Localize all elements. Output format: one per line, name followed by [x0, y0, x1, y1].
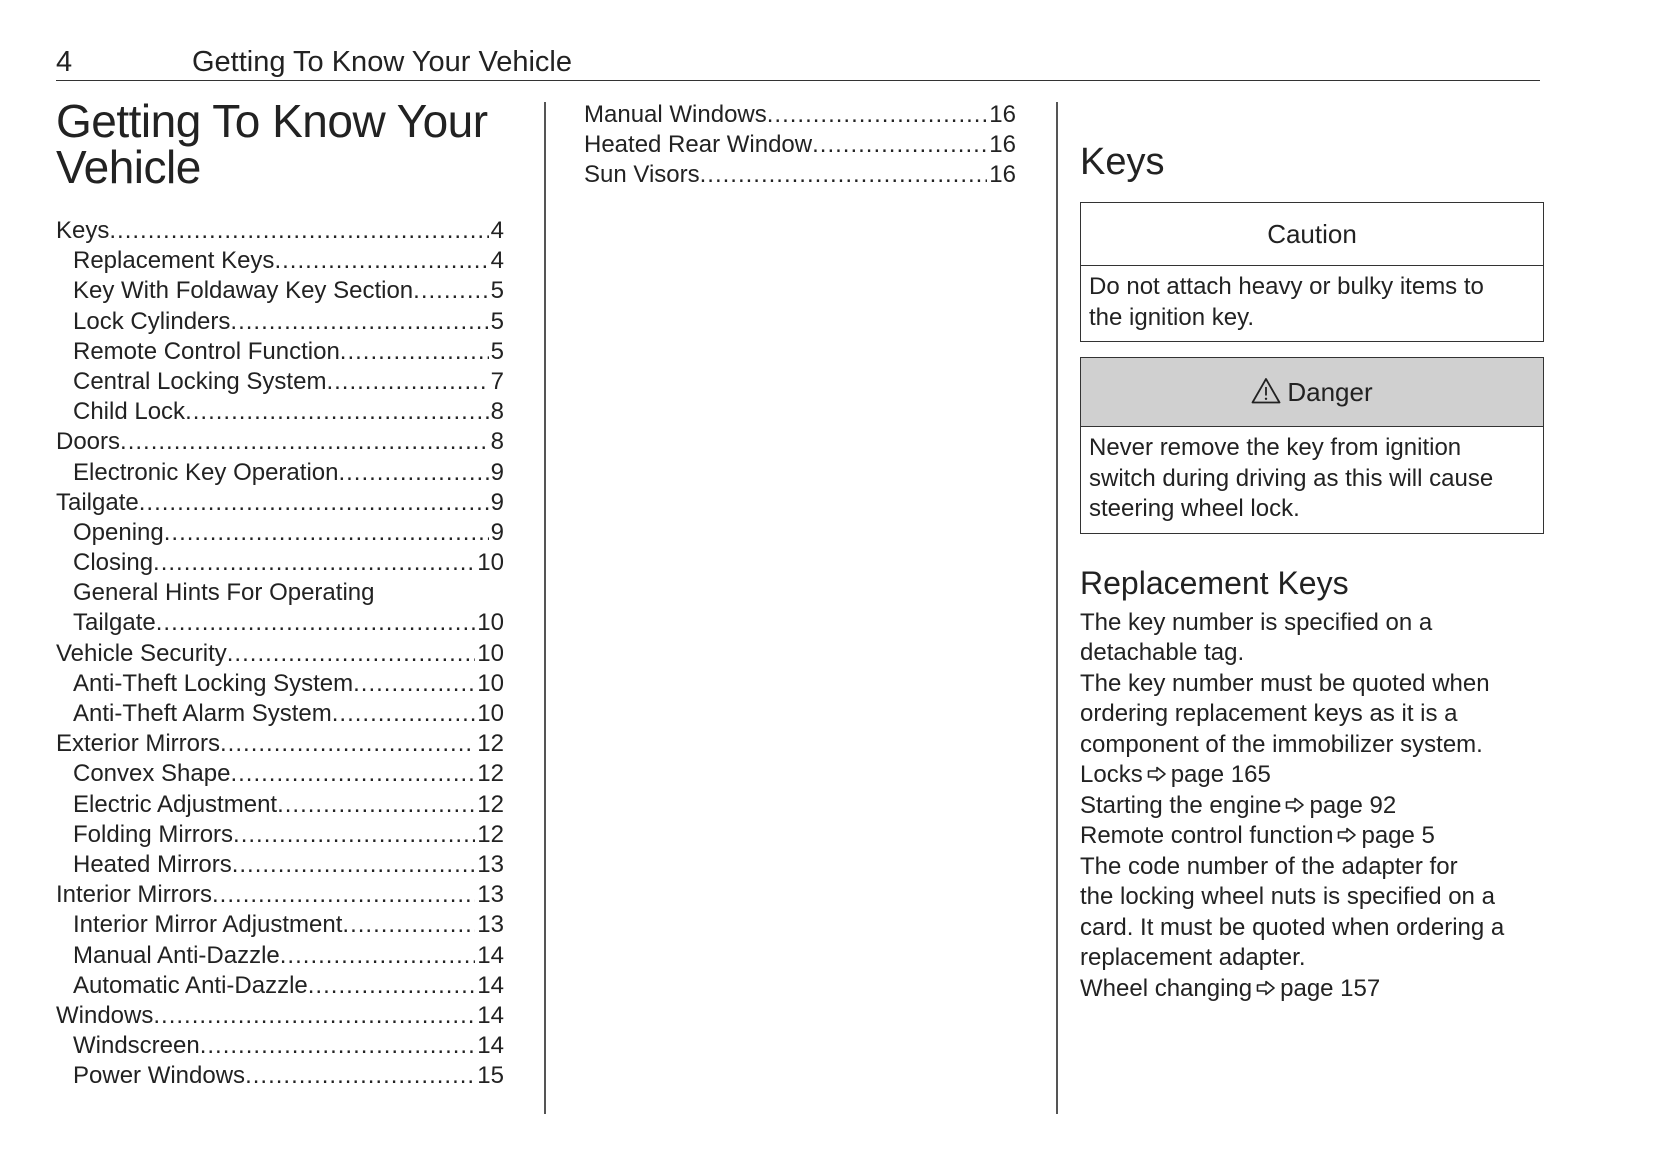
- cross-reference[interactable]: [1080, 791, 1544, 822]
- caution-heading: Caution: [1081, 203, 1543, 266]
- toc-entry-label: Tailgate: [56, 488, 139, 516]
- cross-reference-text: Wheel changing: [1080, 974, 1253, 1002]
- toc-entry-page: 12: [477, 790, 504, 818]
- toc-entry-page: 8: [490, 398, 504, 426]
- page-reference-arrow-icon: [1337, 827, 1357, 843]
- toc-entry-label: Heated Rear Window: [584, 131, 813, 159]
- toc-entry[interactable]: [56, 639, 504, 669]
- toc-entry-page: 9: [490, 518, 504, 546]
- toc-list: [56, 216, 504, 1091]
- arrow-icon-wrapper: [1281, 792, 1309, 819]
- toc-entry-page: 5: [490, 307, 504, 335]
- toc-entry-label: Lock Cylinders: [73, 307, 231, 335]
- toc-entry-label: Child Lock: [73, 398, 186, 426]
- toc-entry-label: Replacement Keys: [73, 247, 275, 275]
- toc-entry-page: 10: [477, 639, 504, 667]
- cross-reference-page-link[interactable]: page 165: [1170, 761, 1271, 788]
- body-text-line: the locking wheel nuts is specified on a: [1080, 883, 1495, 910]
- toc-entry-label: Manual Anti-Dazzle: [73, 941, 280, 969]
- toc-entry-label: Manual Windows: [584, 101, 767, 128]
- toc-entry-page: 9: [490, 458, 504, 486]
- toc-entry-label: Tailgate: [73, 609, 156, 637]
- danger-box: [1080, 357, 1544, 534]
- toc-entry[interactable]: [584, 130, 1016, 160]
- toc-entry[interactable]: [56, 1061, 504, 1091]
- cross-reference-page-link[interactable]: page 5: [1361, 822, 1435, 849]
- toc-leader-dots: [308, 971, 476, 1001]
- danger-text: Never remove the key from ignition switch during driving as this will cause steering wheel lock.: [1089, 434, 1494, 522]
- toc-entry[interactable]: [56, 367, 504, 397]
- toc-entry[interactable]: [56, 458, 504, 488]
- toc-leader-dots: [139, 488, 489, 518]
- page-reference-arrow-icon: [1285, 797, 1305, 813]
- replacement-keys-body: [1080, 608, 1544, 1005]
- chapter-title: Getting To Know Your Vehicle: [56, 95, 488, 193]
- toc-leader-dots: [227, 639, 476, 669]
- toc-entry-page: 14: [477, 1001, 504, 1029]
- toc-entry[interactable]: [584, 100, 1016, 130]
- column-divider: [1056, 102, 1058, 1114]
- cross-reference-text: Locks: [1080, 761, 1143, 788]
- toc-entry[interactable]: [56, 337, 504, 367]
- toc-entry[interactable]: [56, 790, 504, 820]
- toc-entry[interactable]: [56, 578, 504, 608]
- toc-entry-label: Remote Control Function: [73, 337, 340, 365]
- toc-leader-dots: [767, 100, 988, 130]
- danger-header: [1081, 358, 1543, 427]
- body-text-line: component of the immobilizer system.: [1080, 730, 1483, 758]
- toc-list-continued: [584, 100, 1016, 191]
- cross-reference-page-link[interactable]: page 92: [1309, 791, 1397, 819]
- page-reference-arrow-icon: [1147, 766, 1167, 782]
- toc-entry-label: Vehicle Security: [56, 639, 227, 667]
- toc-entry-label: Sun Visors: [584, 161, 700, 189]
- toc-entry[interactable]: [56, 669, 504, 699]
- toc-entry-label: Key With Foldaway Key Section: [73, 277, 414, 305]
- toc-entry-label: Heated Mirrors: [73, 850, 232, 878]
- toc-leader-dots: [245, 1061, 475, 1091]
- toc-leader-dots: [164, 518, 489, 548]
- arrow-icon-wrapper: [1252, 975, 1280, 1002]
- toc-entry[interactable]: [56, 518, 504, 548]
- toc-entry-page: 13: [477, 850, 504, 878]
- toc-leader-dots: [230, 307, 488, 337]
- toc-entry-page: 13: [477, 911, 504, 939]
- body-text-line: replacement adapter.: [1080, 944, 1306, 971]
- caution-text: Do not attach heavy or bulky items to the ignition key.: [1089, 273, 1484, 331]
- toc-entry[interactable]: [56, 216, 504, 246]
- toc-leader-dots: [200, 1031, 476, 1061]
- toc-entry-page: 16: [989, 101, 1016, 128]
- toc-leader-dots: [220, 729, 475, 759]
- toc-column-2: [584, 100, 1016, 191]
- toc-entry[interactable]: [56, 880, 504, 910]
- toc-leader-dots: [230, 759, 475, 789]
- toc-leader-dots: [109, 216, 488, 246]
- toc-entry[interactable]: [56, 1031, 504, 1061]
- page-number: 4: [56, 46, 73, 78]
- toc-entry-page: 14: [477, 1032, 504, 1060]
- toc-entry-label: Folding Mirrors: [73, 820, 234, 848]
- toc-entry-page: 4: [490, 217, 504, 244]
- toc-entry-label: Windows: [56, 1001, 154, 1029]
- page-reference-arrow-icon: [1256, 980, 1276, 996]
- toc-entry-page: 14: [477, 971, 504, 999]
- cross-reference[interactable]: [1080, 974, 1544, 1005]
- column-divider: [544, 102, 546, 1114]
- toc-entry-label: Convex Shape: [73, 760, 231, 788]
- cross-reference-text: Remote control function: [1080, 822, 1334, 849]
- toc-entry-page: 10: [477, 669, 504, 697]
- toc-entry[interactable]: [56, 820, 504, 850]
- toc-entry-page: 12: [477, 820, 504, 848]
- toc-entry-page: 5: [490, 337, 504, 365]
- toc-entry[interactable]: [56, 397, 504, 427]
- toc-entry-page: 5: [490, 277, 504, 305]
- toc-entry[interactable]: [56, 246, 504, 276]
- toc-entry[interactable]: [56, 307, 504, 337]
- cross-reference[interactable]: [1080, 821, 1544, 852]
- toc-entry-page: 13: [477, 881, 504, 909]
- toc-entry-label: Anti-Theft Locking System: [73, 669, 354, 697]
- toc-leader-dots: [153, 548, 475, 578]
- toc-entry-label: Keys: [56, 217, 110, 244]
- toc-entry-page: 10: [477, 609, 504, 637]
- toc-leader-dots: [338, 458, 488, 488]
- toc-entry-page: 14: [477, 941, 504, 969]
- body-text-line: ordering replacement keys as it is a: [1080, 700, 1458, 727]
- arrow-icon-wrapper: [1333, 822, 1361, 849]
- toc-entry-label: Doors: [56, 428, 121, 456]
- toc-entry[interactable]: [56, 488, 504, 518]
- toc-entry-page: 16: [989, 161, 1016, 189]
- body-text-line: The code number of the adapter for: [1080, 852, 1458, 880]
- section-title-keys: Keys: [1080, 141, 1165, 183]
- toc-entry-label: Power Windows: [73, 1062, 246, 1090]
- toc-entry-label: Central Locking System: [73, 367, 327, 395]
- running-title: Getting To Know Your Vehicle: [192, 46, 572, 78]
- toc-entry[interactable]: [56, 1001, 504, 1031]
- toc-leader-dots: [340, 337, 489, 367]
- toc-entry-page: 8: [490, 428, 504, 456]
- toc-entry-page: 10: [477, 700, 504, 727]
- toc-leader-dots: [274, 246, 488, 276]
- toc-entry-page: 12: [477, 760, 504, 788]
- toc-entry[interactable]: [56, 971, 504, 1001]
- toc-entry-label: Windscreen: [73, 1032, 200, 1060]
- toc-entry[interactable]: [56, 548, 504, 578]
- toc-entry-page: 7: [490, 367, 504, 395]
- toc-entry[interactable]: [56, 276, 504, 306]
- arrow-icon-wrapper: [1143, 761, 1171, 788]
- keys-column: [1080, 140, 1544, 1004]
- caution-box: [1080, 202, 1544, 342]
- toc-leader-dots: [185, 397, 489, 427]
- toc-entry[interactable]: [56, 759, 504, 789]
- toc-column-1: [56, 95, 504, 1091]
- toc-leader-dots: [700, 160, 988, 190]
- danger-heading: Danger: [1287, 377, 1373, 407]
- toc-leader-dots: [413, 276, 488, 306]
- toc-entry[interactable]: [56, 729, 504, 759]
- toc-entry-page: 4: [490, 247, 504, 275]
- toc-entry[interactable]: [56, 850, 504, 880]
- toc-leader-dots: [326, 367, 488, 397]
- toc-entry-label: Closing: [73, 549, 154, 577]
- toc-leader-dots: [277, 790, 475, 820]
- toc-leader-dots: [232, 850, 476, 880]
- toc-leader-dots: [812, 130, 987, 160]
- toc-entry[interactable]: [584, 160, 1016, 190]
- toc-entry[interactable]: [56, 699, 504, 729]
- toc-entry-page: 15: [477, 1062, 504, 1090]
- toc-entry-label: Interior Mirrors: [56, 881, 213, 909]
- toc-entry-continued[interactable]: [56, 608, 504, 638]
- warning-triangle-icon: [1251, 377, 1281, 404]
- toc-leader-dots: [156, 608, 476, 638]
- toc-entry-label: Exterior Mirrors: [56, 730, 221, 758]
- toc-leader-dots: [233, 820, 475, 850]
- toc-entry[interactable]: [56, 427, 504, 457]
- cross-reference-text: Starting the engine: [1080, 791, 1282, 819]
- toc-entry-page: 9: [490, 488, 504, 516]
- toc-entry-label: Electric Adjustment: [73, 790, 278, 818]
- toc-entry-label: Anti-Theft Alarm System: [73, 700, 332, 727]
- toc-entry-page: 12: [477, 730, 504, 758]
- page-header: [56, 44, 1540, 81]
- toc-leader-dots: [212, 880, 475, 910]
- cross-reference-page-link[interactable]: page 157: [1280, 974, 1381, 1002]
- toc-entry-label: Interior Mirror Adjustment: [73, 911, 343, 939]
- toc-entry-label: Electronic Key Operation: [73, 458, 339, 486]
- body-text-line: The key number must be quoted when: [1080, 669, 1490, 697]
- body-text-line: detachable tag.: [1080, 639, 1245, 666]
- cross-reference[interactable]: [1080, 760, 1544, 791]
- toc-entry[interactable]: [56, 941, 504, 971]
- toc-leader-dots: [120, 427, 489, 457]
- body-text-line: The key number is specified on a: [1080, 608, 1433, 636]
- toc-entry-label: General Hints For Operating: [73, 579, 375, 607]
- toc-entry-label: Automatic Anti-Dazzle: [73, 971, 308, 999]
- toc-leader-dots: [342, 910, 475, 940]
- toc-leader-dots: [280, 941, 476, 971]
- body-text-line: card. It must be quoted when ordering a: [1080, 913, 1505, 941]
- toc-leader-dots: [332, 699, 476, 729]
- toc-entry-page: 16: [989, 131, 1016, 159]
- subsection-title-replacement-keys: Replacement Keys: [1080, 564, 1349, 601]
- toc-entry-label: Opening: [73, 518, 164, 546]
- toc-leader-dots: [353, 669, 475, 699]
- toc-entry[interactable]: [56, 910, 504, 940]
- toc-leader-dots: [153, 1001, 475, 1031]
- toc-entry-page: 10: [477, 549, 504, 577]
